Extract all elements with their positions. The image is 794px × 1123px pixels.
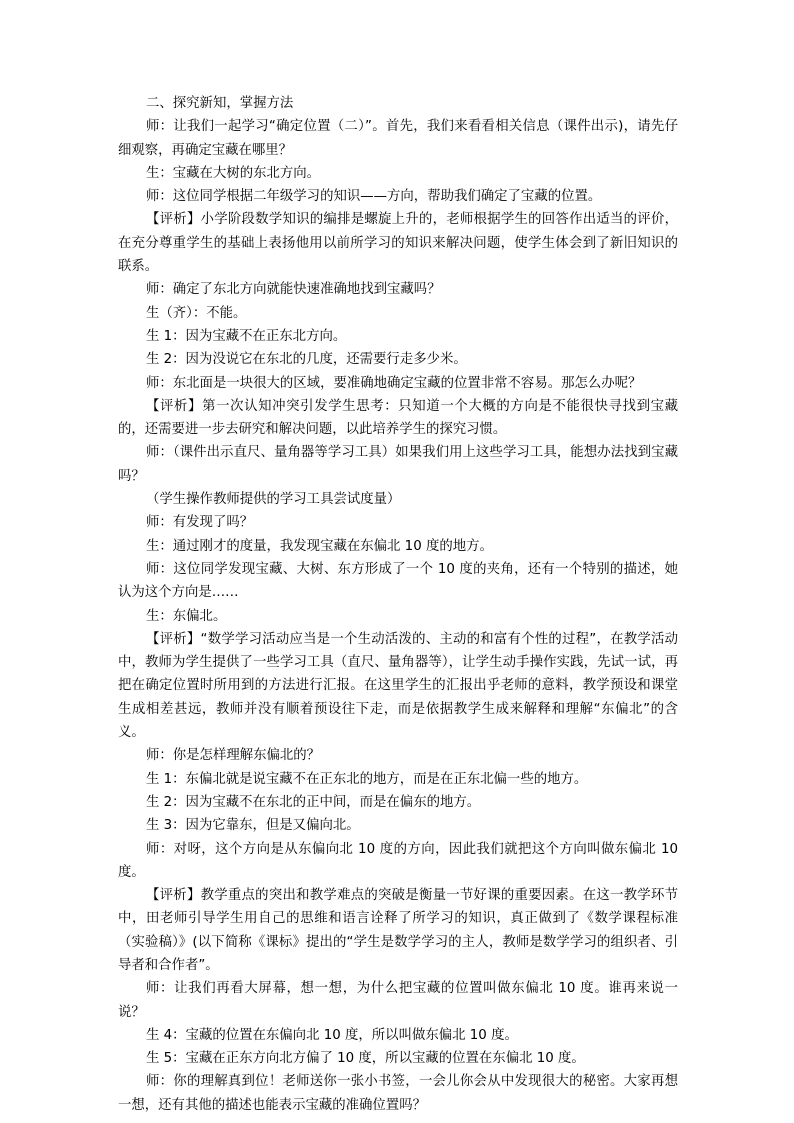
- commentary-paragraph: 【评析】教学重点的突出和教学难点的突破是衡量一节好课的重要因素。在这一教学环节中，田老师引导学生用自己的思维和语言诠释了所学习的知识，真正做到了《数学课程标准（实验稿）》(以下简称《课标》提出的“学生是数学学习的主人，教师是数学学习的组织者、引导者和合作者”。: [118, 888, 678, 973]
- dialogue-line: 生：东偏北。: [146, 608, 227, 624]
- commentary-paragraph: 【评析】小学阶段数学知识的编排是螺旋上升的，老师根据学生的回答作出适当的评价，在充分尊重学生的基础上表扬他用以前所学习的知识来解决问题，使学生体会到了新旧知识的联系。: [118, 212, 678, 275]
- dialogue-line: 生：通过刚才的度量，我发现宝藏在东偏北 10 度的地方。: [146, 538, 493, 554]
- dialogue-line: 生 5：宝藏在正东方向北方偏了 10 度，所以宝藏的位置在东偏北 10 度。: [146, 1051, 585, 1067]
- dialogue-line: 生：宝藏在大树的东北方向。: [146, 165, 321, 181]
- dialogue-line: 生 2：因为宝藏不在东北的正中间，而是在偏东的地方。: [146, 794, 481, 810]
- dialogue-line: 师：确定了东北方向就能快速准确地找到宝藏吗？: [146, 282, 441, 298]
- dialogue-line: 生 2：因为没说它在东北的几度，还需要行走多少米。: [146, 352, 467, 368]
- document-body: [118, 92, 678, 1117]
- dialogue-line: 师：东北面是一块很大的区域，要准确地确定宝藏的位置非常不容易。那怎么办呢？: [146, 375, 642, 391]
- dialogue-line: 生（齐）：不能。: [146, 305, 247, 321]
- dialogue-line: 师：你是怎样理解东偏北的？: [146, 748, 321, 764]
- section-heading: 二、探究新知，掌握方法: [146, 96, 294, 111]
- dialogue-line: 师：让我们一起学习“确定位置（二）”。首先，我们来看看相关信息（课件出示)，请先仔细观察，再确定宝藏在哪里？: [118, 119, 678, 158]
- commentary-paragraph: 【评析】第一次认知冲突引发学生思考：只知道一个大概的方向是不能很快寻找到宝藏的，还需要进一步去研究和解决问题，以此培养学生的探究习惯。: [118, 398, 678, 438]
- dialogue-line: 师：让我们再看大屏幕，想一想，为什么把宝藏的位置叫做东偏北 10 度。谁再来说一说？: [118, 981, 678, 1020]
- commentary-paragraph: 【评析】“数学学习活动应当是一个生动活泼的、主动的和富有个性的过程”，在教学活动中，教师为学生提供了一些学习工具（直尺、量角器等），让学生动手操作实践，先试一试，再把在确定位置时所用到的方法进行汇报。在这里学生的汇报出乎老师的意料，教学预设和课堂生成相差甚远，教师并没有顺着预设往下走，而是依据教学生成来解释和理解“东偏北”的含义。: [118, 631, 678, 741]
- dialogue-line: 生 3：因为它靠东，但是又偏向北。: [146, 818, 360, 834]
- dialogue-line: 师：这位同学发现宝藏、大树、东方形成了一个 10 度的夹角，还有一个特别的描述，她认为这个方向是……: [118, 561, 678, 601]
- dialogue-line: 生 1：因为宝藏不在正东北方向。: [146, 328, 347, 344]
- dialogue-line: 师：（课件出示直尺、量角器等学习工具）如果我们用上这些学习工具，能想办法找到宝藏吗？: [118, 445, 678, 484]
- dialogue-line: 生 1：东偏北就是说宝藏不在正东北的地方，而是在正东北偏一些的地方。: [146, 771, 588, 787]
- dialogue-line: 生 4：宝藏的位置在东偏向北 10 度，所以叫做东偏北 10 度。: [146, 1027, 518, 1043]
- dialogue-line: 师：你的理解真到位！老师送你一张小书签，一会儿你会从中发现很大的秘密。大家再想一想，还有其他的描述也能表示宝藏的准确位置吗？: [118, 1074, 678, 1113]
- dialogue-line: 师：对呀，这个方向是从东偏向北 10 度的方向，因此我们就把这个方向叫做东偏北 10 度。: [118, 841, 678, 880]
- dialogue-line: 师：这位同学根据二年级学习的知识——方向，帮助我们确定了宝藏的位置。: [146, 189, 602, 205]
- stage-direction: （学生操作教师提供的学习工具尝试度量）: [146, 492, 401, 508]
- dialogue-line: 师：有发现了吗？: [146, 515, 254, 531]
